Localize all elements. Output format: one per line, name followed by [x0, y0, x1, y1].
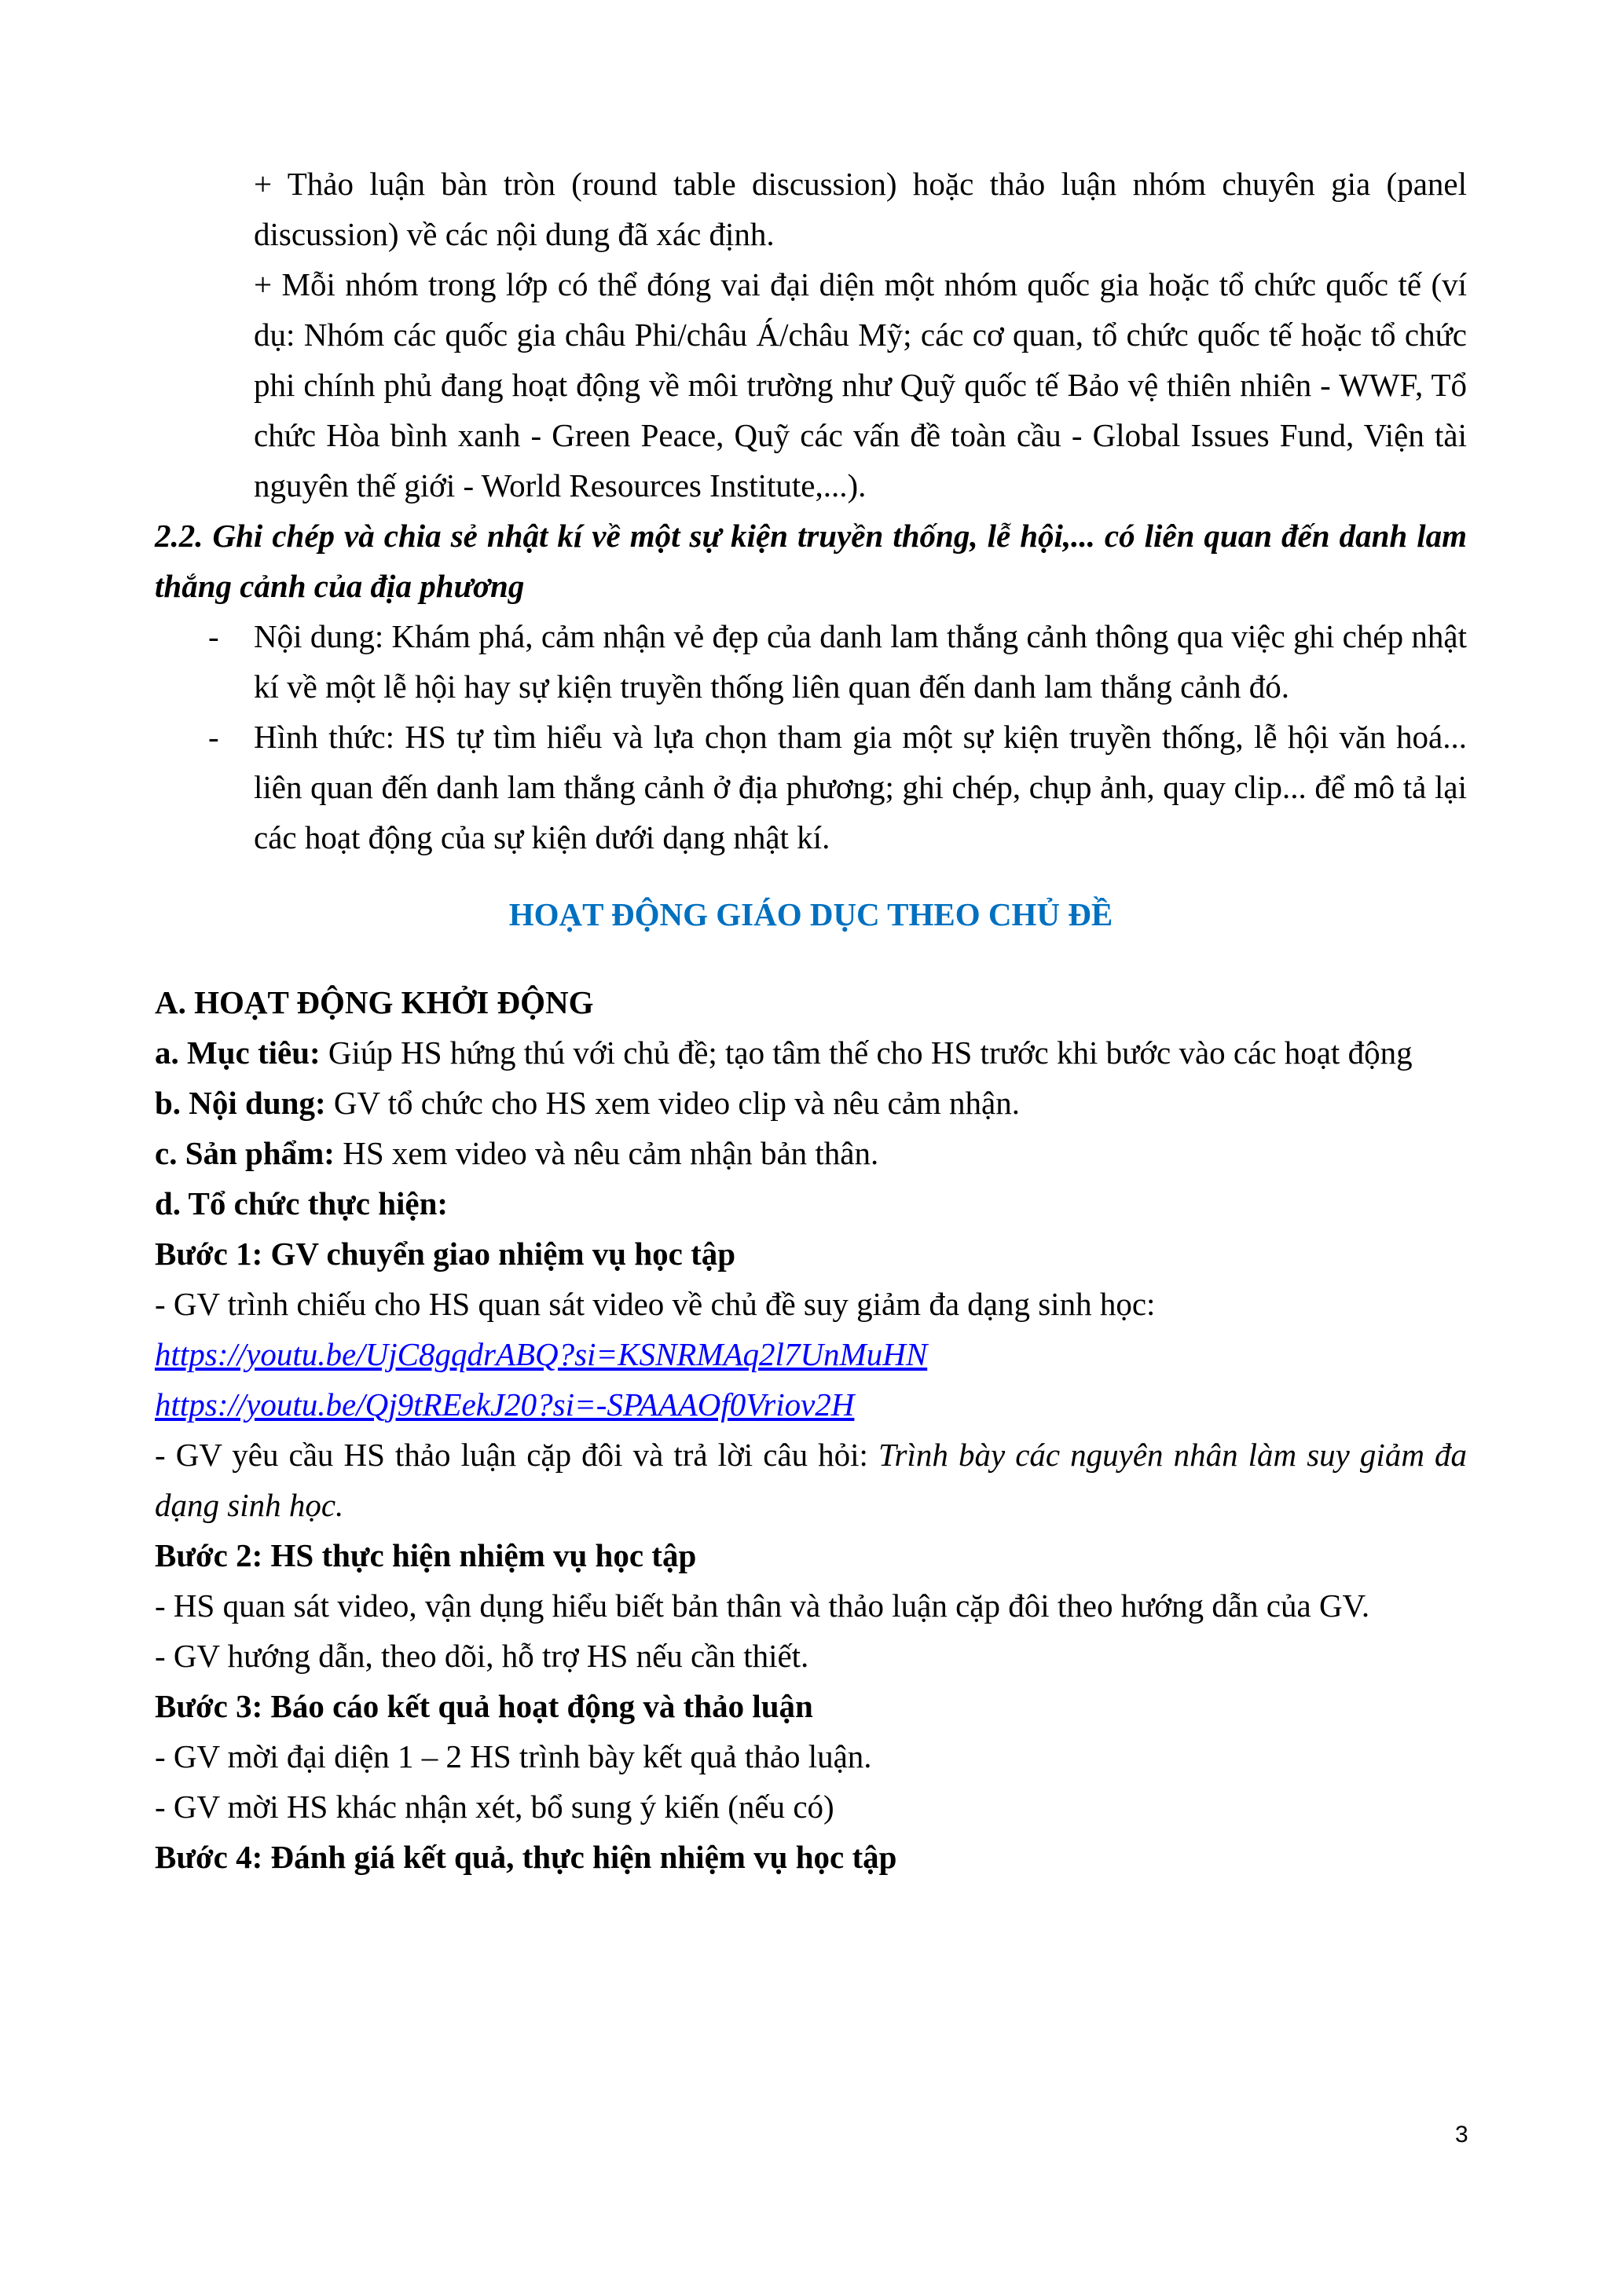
step1-line2-prefix: - GV yêu cầu HS thảo luận cặp đôi và trả lời câu hỏi:: [155, 1437, 878, 1473]
intro-item-role-play: + Mỗi nhóm trong lớp có thể đóng vai đại diện một nhóm quốc gia hoặc tổ chức quốc tế (ví dụ: Nhóm các quốc gia châu Phi/châu Á/châu Mỹ; các cơ quan, tổ chức quốc tế hoặc tổ chức phi chính phủ đang hoạt động về môi trường như Quỹ quốc tế Bảo vệ thiên nhiên - WWF, Tổ chức Hòa bình xanh - Green Peace, Quỹ các vấn đề toàn cầu - Global Issues Fund, Viện tài nguyên thế giới - World Resources Institute,...).: [254, 266, 1467, 504]
content-paragraph: [155, 1078, 1467, 1128]
product-label: c. Sản phẩm:: [155, 1135, 335, 1171]
step3-line: - GV mời đại diện 1 – 2 HS trình bày kết quả thảo luận.: [155, 1738, 872, 1774]
step2-line: - HS quan sát video, vận dụng hiểu biết bản thân và thảo luận cặp đôi theo hướng dẫn của GV.: [155, 1587, 1370, 1624]
objective-label: a. Mục tiêu:: [155, 1034, 321, 1071]
content-label: b. Nội dung:: [155, 1085, 326, 1121]
page-content: [155, 159, 1467, 1882]
step2-line: - GV hướng dẫn, theo dõi, hỗ trợ HS nếu cần thiết.: [155, 1638, 809, 1674]
page-number: 3: [1455, 2122, 1468, 2148]
objective-text: Giúp HS hứng thú với chủ đề; tạo tâm thế cho HS trước khi bước vào các hoạt động: [320, 1034, 1413, 1071]
video-link-1-row: [155, 1329, 1467, 1379]
content-text: GV tổ chức cho HS xem video clip và nêu cảm nhận.: [325, 1085, 1021, 1121]
step3-heading: Bước 3: Báo cáo kết quả hoạt động và thảo luận: [155, 1688, 813, 1724]
bullet-dash-icon: -: [208, 618, 219, 654]
list-item-format: [155, 712, 1467, 862]
product-text: HS xem video và nêu cảm nhận bản thân.: [334, 1135, 879, 1171]
step1-heading: Bước 1: GV chuyển giao nhiệm vụ học tập: [155, 1236, 736, 1272]
intro-item-round-table: + Thảo luận bàn tròn (round table discussion) hoặc thảo luận nhóm chuyên gia (panel discussion) về các nội dung đã xác định.: [254, 166, 1467, 252]
main-title: HOẠT ĐỘNG GIÁO DỤC THEO CHỦ ĐỀ: [508, 896, 1113, 932]
step3-line: - GV mời HS khác nhận xét, bổ sung ý kiến (nếu có): [155, 1789, 834, 1825]
list-item-text: Hình thức: HS tự tìm hiểu và lựa chọn tham gia một sự kiện truyền thống, lễ hội văn hoá... liên quan đến danh lam thắng cảnh ở địa phương; ghi chép, chụp ảnh, quay clip... để mô tả lại các hoạt động của sự kiện dưới dạng nhật kí.: [254, 719, 1467, 855]
list-item-content: [155, 611, 1467, 712]
section-a-heading: A. HOẠT ĐỘNG KHỞI ĐỘNG: [155, 984, 594, 1020]
bullet-dash-icon: -: [208, 719, 219, 755]
list-item-text: Nội dung: Khám phá, cảm nhận vẻ đẹp của danh lam thắng cảnh thông qua việc ghi chép nhật kí về một lễ hội hay sự kiện truyền thống liên quan đến danh lam thắng cảnh đó.: [254, 618, 1467, 705]
product-paragraph: [155, 1128, 1467, 1178]
step1-line2: [155, 1430, 1467, 1530]
step1-line1: - GV trình chiếu cho HS quan sát video về chủ đề suy giảm đa dạng sinh học:: [155, 1286, 1156, 1322]
organize-label: d. Tổ chức thực hiện:: [155, 1185, 449, 1221]
objective-paragraph: [155, 1027, 1467, 1078]
step2-heading: Bước 2: HS thực hiện nhiệm vụ học tập: [155, 1537, 697, 1573]
step4-heading: Bước 4: Đánh giá kết quả, thực hiện nhiệm vụ học tập: [155, 1839, 897, 1875]
section-2-2-heading: 2.2. Ghi chép và chia sẻ nhật kí về một sự kiện truyền thống, lễ hội,... có liên quan đến danh lam thắng cảnh của địa phương: [155, 518, 1467, 604]
video-link-2[interactable]: https://youtu.be/Qj9tREekJ20?si=-SPAAAOf0Vriov2H: [155, 1386, 855, 1423]
video-link-2-row: [155, 1379, 1467, 1430]
step1-question: Trình bày các nguyên nhân làm suy giảm đa dạng sinh học.: [155, 1437, 1467, 1523]
video-link-1[interactable]: https://youtu.be/UjC8gqdrABQ?si=KSNRMAq2l7UnMuHN: [155, 1336, 928, 1372]
